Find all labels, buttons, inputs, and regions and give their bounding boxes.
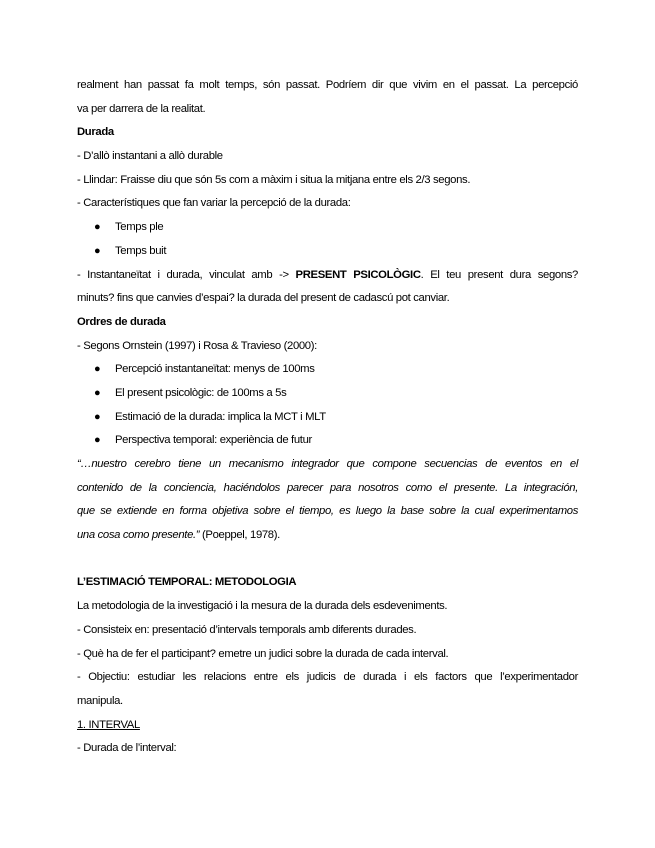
ordres-bullet-3 [77, 406, 578, 430]
durada-item-3: - Característiques que fan variar la percepció de la durada: [77, 197, 351, 210]
ordres-bullet-2 [77, 382, 578, 406]
metodologia-line-2: - Consisteix en: presentació d’intervals temporals amb diferents durades. [77, 623, 417, 636]
metodologia-line-6: - Durada de l’interval: [77, 742, 177, 755]
bullet-icon: ● [94, 363, 101, 376]
document-page [77, 74, 578, 761]
bullet-icon: ● [94, 386, 101, 399]
durada-item-2: - Llindar: Fraisse diu que són 5s com a màxim i situa la mitjana entre els 2/3 segons. [77, 173, 471, 186]
ordres-heading: Ordres de durada [77, 315, 166, 328]
durada-bullet-1-text: Temps ple [115, 221, 164, 234]
durada-item-1: - D’allò instantani a allò durable [77, 150, 223, 163]
intro-line-2: va per darrera de la realitat. [77, 102, 206, 115]
quote-line-4-text: una cosa como presente.” [77, 529, 200, 542]
ordres-bullet-3-text: Estimació de la durada: implica la MCT i MLT [115, 410, 326, 423]
quote-line-2: contenido de la conciencia, haciéndolos parecer para nosotros como el presente. La integración, [77, 481, 578, 494]
quote-citation: (Poeppel, 1978). [199, 529, 280, 542]
ordres-item-1: - Segons Ornstein (1997) i Rosa & Travieso (2000): [77, 339, 317, 352]
durada-item-4-line-2: minuts? fins que canvies d’espai? la durada del present de cadascú pot canviar. [77, 292, 450, 305]
durada-item-4-end: . El teu present dura segons? [420, 268, 578, 281]
bullet-icon: ● [94, 434, 101, 447]
interval-subheading: 1. INTERVAL [77, 718, 140, 731]
durada-heading: Durada [77, 126, 114, 139]
bullet-icon: ● [94, 410, 101, 423]
present-psicologic-term: PRESENT PSICOLÒGIC [295, 268, 421, 281]
ordres-bullet-4-text: Perspectiva temporal: experiència de futur [115, 434, 312, 447]
ordres-bullet-1-text: Percepció instantaneïtat: menys de 100ms [115, 363, 315, 376]
metodologia-line-3: - Què ha de fer el participant? emetre un judici sobre la durada de cada interval. [77, 647, 449, 660]
durada-bullet-2 [77, 240, 578, 264]
quote-line-4 [77, 524, 578, 548]
ordres-bullet-2-text: El present psicològic: de 100ms a 5s [115, 386, 287, 399]
intro-line-1: realment han passat fa molt temps, són passat. Podríem dir que vivim en el passat. La percepció [77, 79, 578, 91]
quote-line-3: que se extiende en forma objetiva sobre el tiempo, es luego la base sobre la cual experimentamos [77, 505, 578, 518]
ordres-bullet-4 [77, 429, 578, 453]
quote-line-1: “…nuestro cerebro tiene un mecanismo integrador que compone secuencias de eventos en el [77, 458, 578, 470]
durada-item-4-start: - Instantaneïtat i durada, vinculat amb -> [77, 268, 296, 281]
durada-bullet-2-text: Temps buit [115, 244, 167, 257]
bullet-icon: ● [94, 244, 101, 257]
bullet-icon: ● [94, 221, 101, 234]
durada-item-4 [77, 264, 578, 288]
metodologia-line-5: manipula. [77, 694, 123, 707]
metodologia-heading: L’ESTIMACIÓ TEMPORAL: METODOLOGIA [77, 576, 297, 589]
ordres-bullet-1 [77, 358, 578, 382]
metodologia-line-4: - Objectiu: estudiar les relacions entre els judicis de durada i els factors que l’experimentador [77, 671, 578, 684]
durada-bullet-1 [77, 216, 578, 240]
blank-line [77, 548, 578, 572]
metodologia-line-1: La metodologia de la investigació i la mesura de la durada dels esdeveniments. [77, 600, 448, 613]
